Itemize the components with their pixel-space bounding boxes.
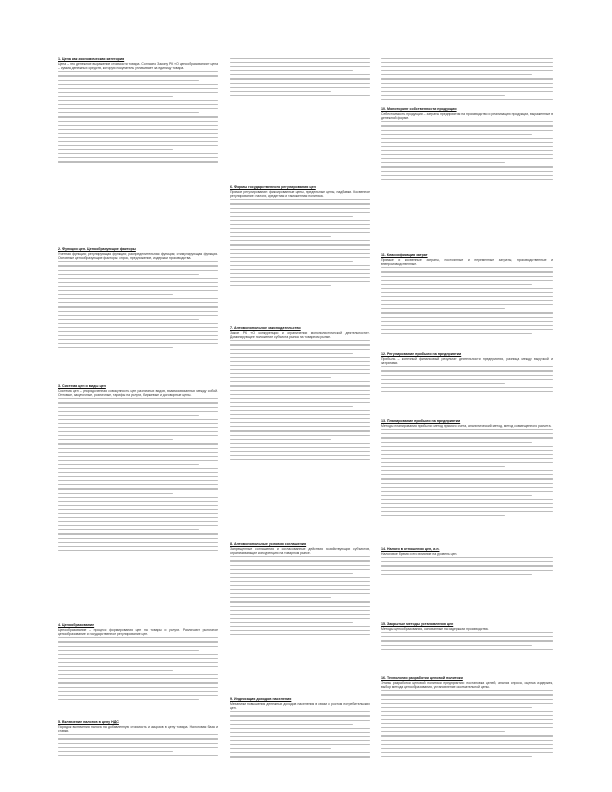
- section-heading: 10. Мониторинг собственности продукции: [381, 107, 457, 111]
- text-lines: [58, 734, 218, 756]
- section-text: Закон РК «О конкуренции и ограничении монополистической деятельности». Доминирующее положение субъекта рынка на товарном рынке.: [230, 331, 370, 340]
- section-text: Себестоимость продукции – затраты предприятия на производство и реализацию продукции, выраженные в денежной форме.: [381, 112, 553, 121]
- section-text: Прямое регулирование: фиксированные цены, предельные цены, надбавки. Косвенное регулирование: налоги, кредитная и таможенная политика.: [230, 190, 370, 199]
- text-lines: [381, 267, 553, 334]
- text-lines: [230, 556, 370, 635]
- section-antimonopoly-law: [230, 326, 370, 481]
- text-lines: [381, 690, 553, 757]
- section-price-system: [58, 384, 218, 572]
- section-profit-planning: [381, 419, 553, 536]
- text-lines: [230, 340, 370, 460]
- section-heading: 3. Система цен и виды цен: [58, 384, 106, 388]
- section-text: Этапы разработки ценовой политики предприятия: постановка целей, анализ спроса, оценка издержек, выбор метода ценообразования, установление окончательной цены.: [381, 681, 553, 690]
- section-cost-monitoring: [381, 107, 553, 187]
- section-heading: 15. Закрытые методы установления цен: [381, 622, 454, 626]
- section-price-functions: [58, 247, 218, 367]
- section-profit-regulation: [381, 352, 553, 402]
- section-text: Налоговое бремя и его влияние на уровень цен.: [381, 552, 458, 557]
- section-heading: 1. Цена как экономическая категория: [58, 57, 125, 61]
- section-heading: 7. Антимонопольное законодательство: [230, 326, 301, 330]
- section-text: Методы планирования прибыли: метод прямого счета, аналитический метод, метод совмещенного расчета.: [381, 424, 552, 429]
- section-closed-pricing-methods: [381, 622, 553, 664]
- section-text: Порядок включения налога на добавленную стоимость и акцизов в цену товара. Налоговая база и ставки.: [58, 725, 218, 734]
- text-lines: [381, 366, 553, 392]
- section-price-category: [58, 57, 218, 182]
- section-text: Запрещенные соглашения и согласованные действия хозяйствующих субъектов, ограничивающие конкуренцию на товарном рынке.: [230, 547, 370, 556]
- text-lines: [230, 58, 370, 96]
- text-lines: [58, 71, 218, 162]
- text-lines: [58, 398, 218, 551]
- column-left: [58, 0, 218, 792]
- section-text: Цена – это денежное выражение стоимости товара. Согласно Закону РК «О ценообразовании» цена – сумма денежных средств, которую покупатель уплачивает за единицу товара.: [58, 62, 218, 71]
- section-state-regulation: [230, 185, 370, 303]
- section-heading: 13. Планирование прибыли на предприятии: [381, 419, 461, 423]
- column-middle: [230, 0, 370, 792]
- section-heading: 11. Классификация затрат: [381, 253, 428, 257]
- section-income-indexation: [230, 697, 370, 772]
- section-heading: 16. Технологии разработки ценовой политики: [381, 676, 463, 680]
- section-text: Методы ценообразования, основанные на издержках производства.: [381, 627, 489, 632]
- section-text: Прямые и косвенные затраты, постоянные и переменные затраты, производственные и внепроизводственные.: [381, 258, 553, 267]
- column-right: [381, 0, 553, 792]
- text-lines: [381, 632, 553, 649]
- text-lines: [230, 199, 370, 286]
- section-text: Система цен – упорядоченная совокупность цен различных видов, взаимосвязанных между собой. Оптовые, закупочные, розничные, тарифы на услуги, биржевые и договорные цены.: [58, 389, 218, 398]
- section-continuation: [381, 57, 553, 105]
- section-text: Учетная функция; регулирующая функция; распределительная функция; стимулирующая функция. Основные ценообразующие факторы: спрос, предложение, издержки производства.: [58, 252, 218, 261]
- text-lines: [230, 711, 370, 757]
- text-lines: [381, 557, 553, 574]
- section-heading: 2. Функции цен. Ценообразующие факторы: [58, 247, 136, 251]
- section-taxes-in-price: [381, 547, 553, 587]
- text-lines: [58, 637, 218, 700]
- text-lines: [381, 58, 553, 100]
- section-text: Ценообразование – процесс формирования цен на товары и услуги. Различают рыночное ценообразование и государственное регулирование цен.: [58, 628, 218, 637]
- section-text: Механизм повышения денежных доходов населения в связи с ростом потребительских цен.: [230, 702, 370, 711]
- section-pricing-policy: [381, 676, 553, 776]
- section-vat: [58, 720, 218, 770]
- section-heading: 6. Формы государственного регулирования цен: [230, 185, 316, 189]
- section-heading: 8. Антимонопольные условия соглашения: [230, 542, 307, 546]
- section-heading: 4. Ценообразование: [58, 623, 95, 627]
- section-pricing: [58, 623, 218, 718]
- section-price-category-cont: [230, 57, 370, 99]
- section-heading: 12. Регулирование прибыли на предприятии: [381, 352, 462, 356]
- section-cost-classification: [381, 253, 553, 343]
- section-text: Прибыль – конечный финансовый результат деятельности предприятия, разница между выручкой и затратами.: [381, 357, 553, 366]
- section-heading: 9. Индексация доходов населения: [230, 697, 292, 701]
- text-lines: [381, 429, 553, 516]
- section-heading: 14. Налоги в отношении цен, и.п.: [381, 547, 440, 551]
- section-antimonopoly-agreements: [230, 542, 370, 652]
- section-heading: 5. Включение налогов в цену НДС: [58, 720, 119, 724]
- text-lines: [381, 121, 553, 179]
- text-lines: [58, 261, 218, 348]
